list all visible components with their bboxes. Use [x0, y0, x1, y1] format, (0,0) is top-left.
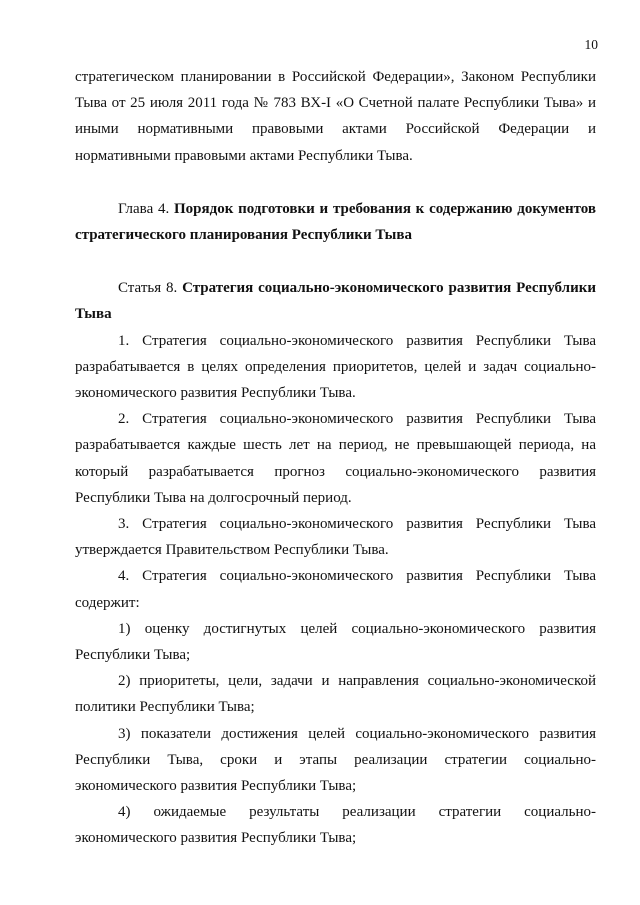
document-body — [75, 64, 596, 852]
list-item-3: 3) показатели достижения целей социально-экономического развития Республики Тыва, сроки и этапы реализации стратегии социально-экономического развития Республики Тыва; — [75, 725, 596, 795]
article-paragraph-1: 1. Стратегия социально-экономического развития Республики Тыва разрабатывается в целях определения приоритетов, целей и задач социально-экономического развития Республики Тыва. — [75, 332, 596, 402]
chapter-heading — [75, 196, 596, 248]
article-paragraph-3: 3. Стратегия социально-экономического развития Республики Тыва утверждается Правительством Республики Тыва. — [75, 516, 596, 559]
list-item-1: 1) оценку достигнутых целей социально-экономического развития Республики Тыва; — [75, 620, 596, 664]
page-number: 10 — [584, 37, 598, 52]
article-title: Стратегия социально-экономического развития Республики Тыва — [75, 280, 596, 323]
article-prefix: Статья 8. — [118, 280, 183, 297]
article-paragraph-4: 4. Стратегия социально-экономического развития Республики Тыва содержит: — [75, 568, 596, 611]
chapter-prefix: Глава 4. — [118, 200, 174, 217]
article-heading — [75, 275, 596, 327]
article-paragraph-2: 2. Стратегия социально-экономического развития Республики Тыва разрабатывается каждые шесть лет на период, не превышающей периода, на который разрабатывается прогноз социально-экономического развития Республики Тыва на долгосрочный период. — [75, 411, 596, 506]
chapter-title: Порядок подготовки и требования к содержанию документов стратегического планирования Республики Тыва — [75, 200, 596, 244]
list-item-4: 4) ожидаемые результаты реализации стратегии социально-экономического развития Республики Тыва; — [75, 804, 596, 847]
list-item-2: 2) приоритеты, цели, задачи и направления социально-экономической политики Республики Тыва; — [75, 673, 596, 716]
intro-paragraph: стратегическом планировании в Российской Федерации», Законом Республики Тыва от 25 июля 2011 года № 783 ВХ-I «О Счетной палате Республики Тыва» и иными нормативными правовыми актами Российской Федерации и нормативными правовыми актами Республики Тыва. — [75, 69, 596, 164]
